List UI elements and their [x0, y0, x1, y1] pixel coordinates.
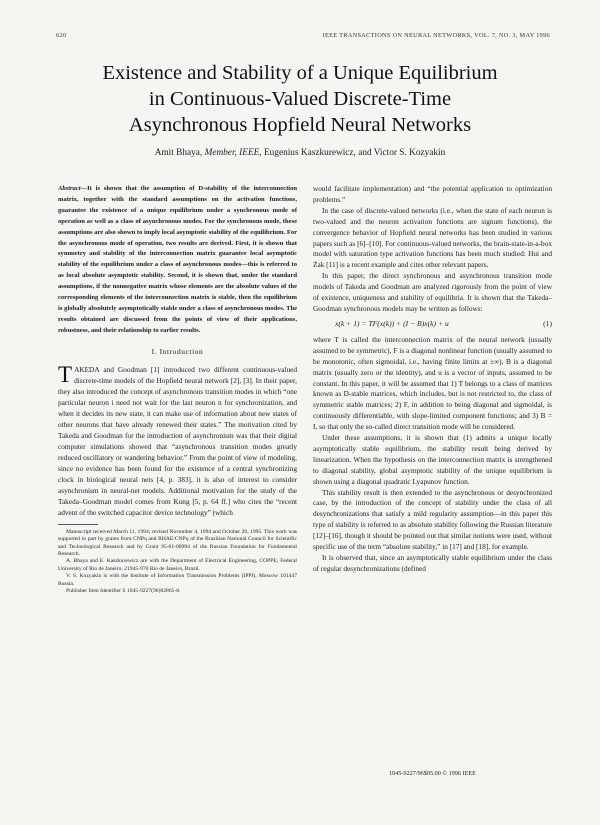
running-head	[56, 32, 550, 42]
paragraph-continuation: would facilitate implementation) and “the potential application to optimization problems.”	[313, 184, 552, 204]
author-2-3: Eugenius Kaszkurewicz, and Victor S. Kozyakin	[263, 148, 446, 158]
equation-number: (1)	[543, 318, 552, 328]
intro-text: AKEDA and Goodman [1] introduced two different continuous-valued discrete-time models of the Hopfield neural network [2], [3]. In their paper, they also introduced the concept of asynchronous transition modes in which “one particular neuron i need not wait for the last neuron n for synchronization, and when it decides its new state, it can make use of information about new states of other neurons that have already renewed their states.” The motivation cited by Takeda and Goodman for the introduction of asynchronism was that their digital computer simulations showed that “asynchronous transition modes greatly reduced oscillatory or wandering behavior.” From the point of view of modeling, since no evidence has been found for the existence of a central synchronizing clock in biological neural nets [4, p. 383], it is also of interest to consider asynchronism in neural-net models. Additional motivation for the study of the Takeda–Goodman model comes from Kung [5, p. 64 ff.] who cites the “recent advent of the switched capacitor device technology” (which	[58, 364, 297, 517]
abstract-label: Abstract	[58, 185, 81, 192]
footnote-affiliation-2: V. S. Kozyakin is with the Institute of Information Transmission Problems (IPPI), Moscow 101447 Russia.	[58, 573, 297, 587]
abstract	[58, 184, 297, 337]
equation-expression: x(k + 1) = TF(x(k)) + (I − B)x(k) + u	[335, 318, 449, 328]
footnote-affiliation-1: A. Bhaya and E. Kaszkurewicz are with the Department of Electrical Engineering, COPPE, Federal University of Rio de Janeiro, 21945-970 Rio de Janeiro, Brazil.	[58, 558, 297, 572]
page-number: 620	[56, 32, 67, 39]
author-1-membership: Member, IEEE,	[204, 148, 262, 158]
paragraph-where-t: where T is called the interconnection matrix of the neural network (usually assumed to be symmetric), F is a diagonal nonlinear function (usually assumed to be monotonic, often sigmoidal, i.e., having finite limits at ±∞), B is a diagonal matrix (usually zero or the identity), and u is a vector of inputs, assumed to be constant. In this paper, it will be assumed that 1) T belongs to a class of matrices known as D-stable matrices, which includes, but is not restricted to, the class of symmetric stable matrices; 2) F, in addition to being diagonal and sigmoidal, is continuously differentiable, with slope-limited component functions; and 3) B = I, so that only the so-called direct transition mode will be considered.	[313, 334, 552, 432]
paragraph-stability-extended: This stability result is then extended to the asynchronous or desynchronized case, by the introduction of the concept of stability under the class of all desynchronizations that satisfy a mild regularity assumption—in this paper this type of stability is referred to as absolute stability following the Russian literature [12]–[16], though it should be pointed out that similar notions were used, without specific use of the term “absolute stability,” in [17] and [18], for example.	[313, 487, 552, 552]
copyright-line: 1045-9227/96$05.00 © 1996 IEEE	[389, 770, 476, 777]
right-column	[313, 184, 552, 575]
drop-cap: T	[58, 361, 73, 387]
author-1: Amit Bhaya,	[154, 148, 203, 158]
left-column	[58, 184, 297, 595]
paper-title	[40, 60, 560, 138]
abstract-text: —It is shown that the assumption of D-stability of the interconnection matrix, together with the standard assumptions on the activation functions, guarantee the existence of a unique equilibrium under a synchronous mode of operation as well as a class of asynchronous modes. For the synchronous mode, these assumptions are also shown to imply local asymptotic stability of the equilibrium. For the asynchronous mode of operation, two results are derived. First, it is shown that symmetry and stability of the interconnection matrix guarantee local asymptotic stability of the equilibrium under a class of asynchronous modes—this is referred to as local absolute asymptotic stability. Second, it is shown that, under the standard assumptions, if the nonnegative matrix whose elements are the absolute values of the corresponding elements of the interconnection matrix is stable, then the equilibrium is globally absolutely asymptotically stable under a class of asynchronous modes. The results obtained are discussed from the points of view of their applications, robustness, and their relationship to earlier results.	[58, 185, 297, 334]
title-line-1: Existence and Stability of a Unique Equilibrium	[102, 62, 498, 84]
journal-header: IEEE TRANSACTIONS ON NEURAL NETWORKS, VOL. 7, NO. 3, MAY 1996	[322, 32, 550, 39]
paragraph-observed: It is observed that, since an asymptotically stable equilibrium under the class of regular desynchronizations (defined	[313, 553, 552, 573]
section-heading-introduction: I. Introduction	[151, 346, 204, 356]
author-list	[40, 148, 560, 158]
paragraph-this-paper: In this paper, the direct synchronous and asynchronous transition mode models of Takeda and Goodman are analyzed rigorously from the point of view of existence, uniqueness and stability of equilibria. It is shown that the Takeda–Goodman synchronous models may be written as follows:	[313, 271, 552, 313]
footnote-publisher-id: Publisher Item Identifier S 1045-9227(96)02865-8.	[66, 587, 181, 594]
footnote-divider	[58, 524, 98, 525]
footnote-manuscript: Manuscript received March 11, 1994; revised November 4, 1994 and October 20, 1995. This work was supported in part by grants from CNPq and RHAE/CNPq of the Brazilian National Council for Scientific and Technological Research and by Grant 95-01-00994 of the Russian Foundation for Fundamental Research.	[58, 528, 297, 557]
equation-1	[313, 318, 552, 332]
paragraph-under-assumptions: Under these assumptions, it is shown that (1) admits a unique locally asymptotically stable equilibrium, the stability result being derived by linearization. When the hypothesis on the interconnection matrix is strengthened to diagonal stability, global asymptotic stability of the unique equilibrium is shown using a diagonal quadratic Lyapunov function.	[313, 433, 552, 486]
title-line-3: Asynchronous Hopfield Neural Networks	[128, 114, 472, 136]
title-line-2: in Continuous-Valued Discrete-Time	[148, 88, 452, 110]
intro-paragraph	[58, 361, 297, 518]
paragraph-discrete-valued: In the case of discrete-valued networks (i.e., when the state of each neuron is two-valued and the neuron activation functions are signum functions), the convergence behavior of Hopfield neural networks has been studied in various papers such as [6]–[10]. For continuous-valued networks, the brain-state-in-a-box model with saturation type activation functions has been much studied: Hui and Żak [11] is a recent example and cites other relevant papers.	[313, 205, 552, 270]
